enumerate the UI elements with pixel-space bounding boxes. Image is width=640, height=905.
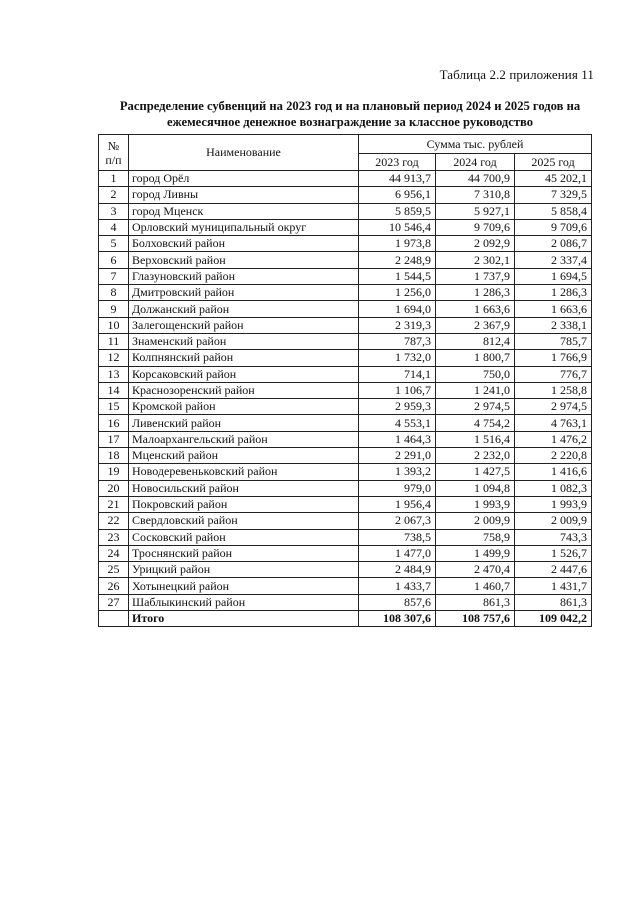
row-name: Малоархангельский район	[129, 431, 359, 447]
value-2025: 1 286,3	[515, 285, 592, 301]
value-2025: 1 663,6	[515, 301, 592, 317]
row-name: город Орёл	[129, 171, 359, 187]
table-row	[99, 464, 592, 480]
value-2024: 2 974,5	[436, 399, 515, 415]
row-number: 24	[99, 545, 129, 561]
table-row	[99, 171, 592, 187]
value-2024: 7 310,8	[436, 187, 515, 203]
value-2024: 2 232,0	[436, 448, 515, 464]
value-2024: 812,4	[436, 333, 515, 349]
title-line-2: ежемесячное денежное вознаграждение за классное руководство	[166, 115, 534, 129]
column-header-sum: Сумма тыс. рублей	[359, 135, 592, 154]
value-2024: 2 009,9	[436, 513, 515, 529]
table-row	[99, 285, 592, 301]
total-2023: 108 307,6	[359, 611, 436, 627]
value-2024: 1 800,7	[436, 350, 515, 366]
row-name: Троснянский район	[129, 545, 359, 561]
value-2025: 2 338,1	[515, 317, 592, 333]
value-2023: 1 477,0	[359, 545, 436, 561]
table-row	[99, 594, 592, 610]
column-header-number: № п/п	[99, 135, 129, 171]
value-2024: 1 094,8	[436, 480, 515, 496]
row-number: 6	[99, 252, 129, 268]
column-header-year-2023: 2023 год	[359, 154, 436, 171]
value-2024: 1 993,9	[436, 496, 515, 512]
value-2023: 10 546,4	[359, 219, 436, 235]
value-2025: 776,7	[515, 366, 592, 382]
row-number: 20	[99, 480, 129, 496]
row-number: 19	[99, 464, 129, 480]
value-2024: 1 241,0	[436, 382, 515, 398]
value-2025: 9 709,6	[515, 219, 592, 235]
row-number: 14	[99, 382, 129, 398]
value-2025: 785,7	[515, 333, 592, 349]
value-2023: 2 291,0	[359, 448, 436, 464]
table-row	[99, 578, 592, 594]
value-2025: 2 447,6	[515, 562, 592, 578]
table-row	[99, 366, 592, 382]
row-name: Ливенский район	[129, 415, 359, 431]
value-2024: 758,9	[436, 529, 515, 545]
value-2025: 2 086,7	[515, 236, 592, 252]
value-2024: 2 367,9	[436, 317, 515, 333]
table-row	[99, 496, 592, 512]
row-number: 11	[99, 333, 129, 349]
value-2023: 5 859,5	[359, 203, 436, 219]
row-number: 1	[99, 171, 129, 187]
value-2023: 1 256,0	[359, 285, 436, 301]
value-2024: 2 470,4	[436, 562, 515, 578]
row-number: 3	[99, 203, 129, 219]
total-label: Итого	[129, 611, 359, 627]
value-2024: 861,3	[436, 594, 515, 610]
row-number: 21	[99, 496, 129, 512]
column-header-name: Наименование	[129, 135, 359, 171]
value-2024: 44 700,9	[436, 171, 515, 187]
table-row	[99, 333, 592, 349]
value-2024: 2 092,9	[436, 236, 515, 252]
row-name: Краснозоренский район	[129, 382, 359, 398]
value-2024: 2 302,1	[436, 252, 515, 268]
row-name: Дмитровский район	[129, 285, 359, 301]
row-number: 15	[99, 399, 129, 415]
row-number: 23	[99, 529, 129, 545]
value-2024: 1 663,6	[436, 301, 515, 317]
value-2025: 1 766,9	[515, 350, 592, 366]
value-2023: 2 067,3	[359, 513, 436, 529]
row-name: Кромской район	[129, 399, 359, 415]
row-name: Новосильский район	[129, 480, 359, 496]
value-2024: 1 286,3	[436, 285, 515, 301]
row-name: Шаблыкинский район	[129, 594, 359, 610]
value-2023: 44 913,7	[359, 171, 436, 187]
row-name: Залегощенский район	[129, 317, 359, 333]
row-name: Должанский район	[129, 301, 359, 317]
table-row	[99, 252, 592, 268]
row-number: 25	[99, 562, 129, 578]
row-number: 13	[99, 366, 129, 382]
value-2023: 2 319,3	[359, 317, 436, 333]
value-2025: 1 431,7	[515, 578, 592, 594]
row-number: 9	[99, 301, 129, 317]
value-2023: 2 248,9	[359, 252, 436, 268]
value-2023: 1 464,3	[359, 431, 436, 447]
title-line-1: Распределение субвенций на 2023 год и на плановый период 2024 и 2025 годов на	[119, 99, 581, 113]
value-2023: 738,5	[359, 529, 436, 545]
row-number: 10	[99, 317, 129, 333]
value-2025: 2 220,8	[515, 448, 592, 464]
row-number: 27	[99, 594, 129, 610]
row-name: город Ливны	[129, 187, 359, 203]
row-number: 22	[99, 513, 129, 529]
row-number: 5	[99, 236, 129, 252]
value-2023: 1 544,5	[359, 268, 436, 284]
total-row	[99, 611, 592, 627]
table-row	[99, 236, 592, 252]
row-number: 26	[99, 578, 129, 594]
row-name: Колпнянский район	[129, 350, 359, 366]
table-row	[99, 415, 592, 431]
row-name: Болховский район	[129, 236, 359, 252]
row-name: Хотынецкий район	[129, 578, 359, 594]
value-2025: 743,3	[515, 529, 592, 545]
value-2025: 1 476,2	[515, 431, 592, 447]
value-2024: 1 499,9	[436, 545, 515, 561]
total-2025: 109 042,2	[515, 611, 592, 627]
appendix-label: Таблица 2.2 приложения 11	[439, 67, 594, 82]
row-name: Корсаковский район	[129, 366, 359, 382]
table-row	[99, 480, 592, 496]
subventions-table	[98, 134, 592, 627]
value-2024: 9 709,6	[436, 219, 515, 235]
table-row	[99, 431, 592, 447]
value-2024: 1 427,5	[436, 464, 515, 480]
value-2023: 2 959,3	[359, 399, 436, 415]
value-2023: 1 956,4	[359, 496, 436, 512]
table-row	[99, 513, 592, 529]
value-2023: 4 553,1	[359, 415, 436, 431]
table-header	[99, 135, 592, 171]
value-2024: 5 927,1	[436, 203, 515, 219]
row-name: Верховский район	[129, 252, 359, 268]
value-2024: 1 737,9	[436, 268, 515, 284]
row-number: 18	[99, 448, 129, 464]
value-2025: 1 526,7	[515, 545, 592, 561]
row-number: 17	[99, 431, 129, 447]
row-name: Сосковский район	[129, 529, 359, 545]
table-row	[99, 187, 592, 203]
value-2024: 750,0	[436, 366, 515, 382]
table-row	[99, 317, 592, 333]
row-number: 12	[99, 350, 129, 366]
table-row	[99, 268, 592, 284]
value-2025: 1 258,8	[515, 382, 592, 398]
row-name: Свердловский район	[129, 513, 359, 529]
value-2023: 1 106,7	[359, 382, 436, 398]
column-header-year-2025: 2025 год	[515, 154, 592, 171]
value-2025: 2 974,5	[515, 399, 592, 415]
row-name: Мценский район	[129, 448, 359, 464]
value-2025: 4 763,1	[515, 415, 592, 431]
value-2025: 861,3	[515, 594, 592, 610]
value-2024: 1 460,7	[436, 578, 515, 594]
value-2025: 45 202,1	[515, 171, 592, 187]
value-2025: 2 009,9	[515, 513, 592, 529]
value-2024: 1 516,4	[436, 431, 515, 447]
value-2023: 1 732,0	[359, 350, 436, 366]
value-2023: 1 393,2	[359, 464, 436, 480]
table-row	[99, 448, 592, 464]
value-2023: 1 973,8	[359, 236, 436, 252]
row-name: Покровский район	[129, 496, 359, 512]
row-name: город Мценск	[129, 203, 359, 219]
value-2024: 4 754,2	[436, 415, 515, 431]
value-2023: 714,1	[359, 366, 436, 382]
total-row-number	[99, 611, 129, 627]
table-row	[99, 562, 592, 578]
table-row	[99, 350, 592, 366]
value-2023: 2 484,9	[359, 562, 436, 578]
table-row	[99, 399, 592, 415]
value-2023: 857,6	[359, 594, 436, 610]
value-2025: 5 858,4	[515, 203, 592, 219]
row-number: 2	[99, 187, 129, 203]
value-2023: 6 956,1	[359, 187, 436, 203]
row-number: 7	[99, 268, 129, 284]
row-name: Урицкий район	[129, 562, 359, 578]
value-2023: 979,0	[359, 480, 436, 496]
row-name: Глазуновский район	[129, 268, 359, 284]
table-row	[99, 382, 592, 398]
row-name: Новодеревеньковский район	[129, 464, 359, 480]
value-2025: 2 337,4	[515, 252, 592, 268]
value-2025: 1 993,9	[515, 496, 592, 512]
column-header-year-2024: 2024 год	[436, 154, 515, 171]
value-2023: 787,3	[359, 333, 436, 349]
table-row	[99, 301, 592, 317]
table-body	[99, 171, 592, 627]
table-row	[99, 219, 592, 235]
table-row	[99, 545, 592, 561]
row-name: Орловский муниципальный округ	[129, 219, 359, 235]
row-number: 4	[99, 219, 129, 235]
row-number: 8	[99, 285, 129, 301]
row-number: 16	[99, 415, 129, 431]
table-row	[99, 529, 592, 545]
value-2025: 1 694,5	[515, 268, 592, 284]
row-name: Знаменский район	[129, 333, 359, 349]
value-2025: 1 416,6	[515, 464, 592, 480]
value-2023: 1 694,0	[359, 301, 436, 317]
value-2025: 7 329,5	[515, 187, 592, 203]
table-row	[99, 203, 592, 219]
document-title	[60, 98, 640, 130]
value-2025: 1 082,3	[515, 480, 592, 496]
value-2023: 1 433,7	[359, 578, 436, 594]
total-2024: 108 757,6	[436, 611, 515, 627]
